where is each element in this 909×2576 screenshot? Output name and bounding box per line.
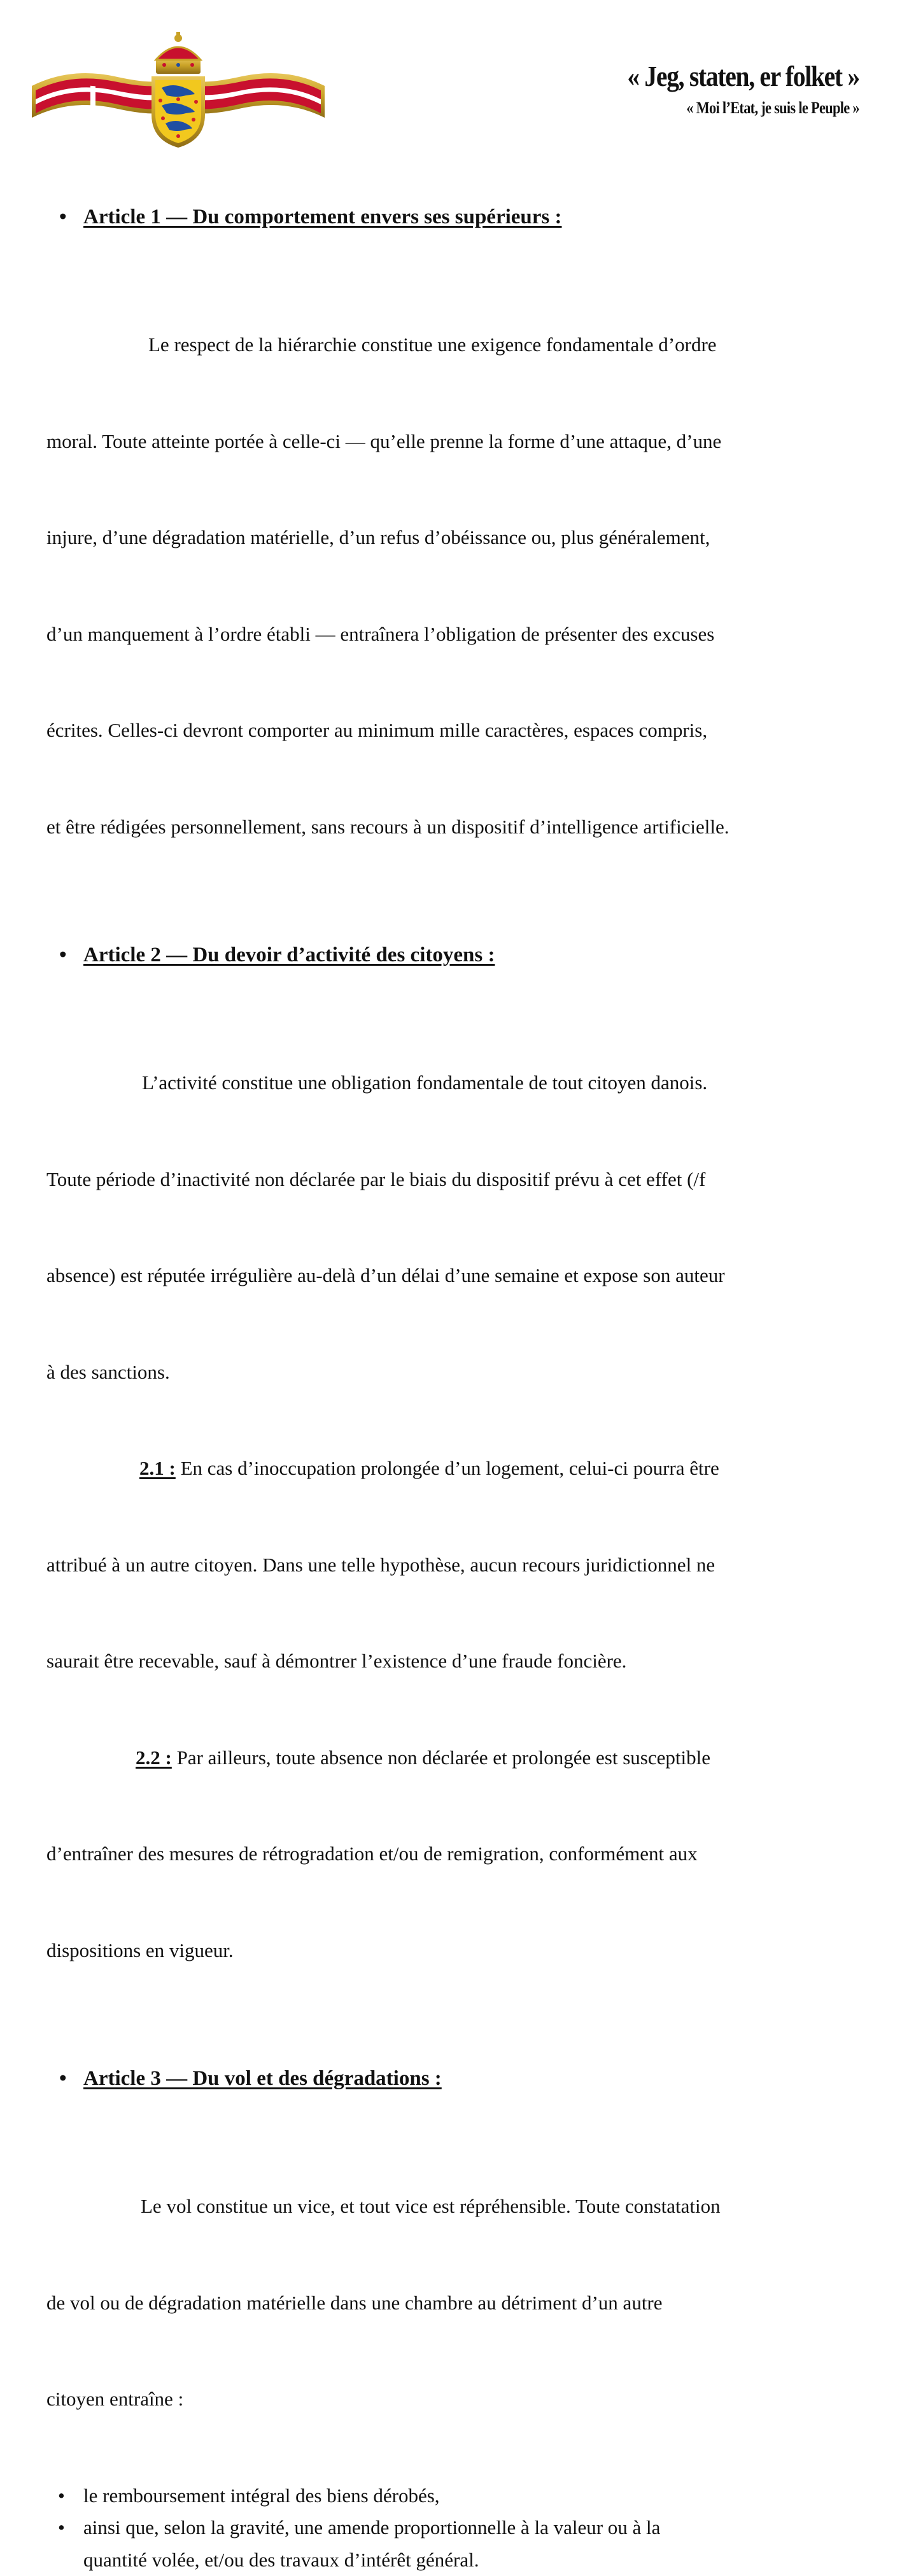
article-2-sub2-line-1: 2.2 : Par ailleurs, toute absence non déclarée et prolongée est susceptible: [46, 1742, 874, 1774]
article-2-sub1-line-3: saurait être recevable, sauf à démontrer l’existence d’une fraude foncière.: [46, 1645, 874, 1678]
article-3-line-1: Le vol constitue un vice, et tout vice est répréhensible. Toute constatation: [46, 2190, 874, 2223]
article-1-line-4: d’un manquement à l’ordre établi — entraînera l’obligation de présenter des excuses: [46, 618, 874, 651]
list-item: • ainsi que, selon la gravité, une amende proportionnelle à la valeur ou à la: [46, 2512, 874, 2544]
article-1-line-1: Le respect de la hiérarchie constitue une exigence fondamentale d’ordre: [46, 329, 874, 361]
article-3-line-2: de vol ou de dégradation matérielle dans une chambre au détriment d’un autre: [46, 2287, 874, 2320]
list-item-continuation: quantité volée, et/ou des travaux d’intérêt général.: [46, 2544, 874, 2576]
danish-royal-emblem: [25, 32, 331, 153]
motto-sub: « Moi l’Etat, je suis le Peuple »: [627, 97, 859, 120]
list-item: • le remboursement intégral des biens dérobés,: [46, 2480, 874, 2512]
article-2-sub1-line-1: 2.1 : En cas d’inoccupation prolongée d’un logement, celui-ci pourra être: [46, 1452, 874, 1485]
article-1-line-5: écrites. Celles-ci devront comporter au minimum mille caractères, espaces compris,: [46, 714, 874, 747]
bullet-icon: •: [58, 2512, 65, 2544]
article-2-heading-text: Article 2 — Du devoir d’activité des citoyens :: [83, 943, 495, 966]
article-2-sub1-line-2: attribué à un autre citoyen. Dans une telle hypothèse, aucun recours juridictionnel ne: [46, 1549, 874, 1582]
article-3-heading-text: Article 3 — Du vol et des dégradations :: [83, 2067, 442, 2090]
bullet-icon: •: [59, 201, 67, 233]
article-1-heading-text: Article 1 — Du comportement envers ses supérieurs :: [83, 205, 562, 228]
article-3-line-3: citoyen entraîne :: [46, 2383, 874, 2416]
article-2-line-3: absence) est réputée irrégulière au-delà d’un délai d’une semaine et expose son auteur: [46, 1260, 874, 1292]
article-2-body: [46, 1003, 874, 2031]
article-2-line-4: à des sanctions.: [46, 1356, 874, 1389]
motto-main: « Jeg, staten, er folket »: [627, 59, 859, 94]
article-2-sub2-line-3: dispositions en vigueur.: [46, 1935, 874, 1967]
article-2-sub1-label: 2.1 :: [139, 1457, 176, 1479]
article-3-list: [46, 2480, 874, 2576]
article-2-sub2-line-2: d’entraîner des mesures de rétrogradation et/ou de remigration, conformément aux: [46, 1838, 874, 1870]
article-1-line-6: et être rédigées personnellement, sans recours à un dispositif d’intelligence artificielle.: [46, 811, 874, 844]
motto: [589, 59, 859, 120]
article-3-body: [46, 2126, 874, 2480]
article-1-line-3: injure, d’une dégradation matérielle, d’un refus d’obéissance ou, plus généralement,: [46, 522, 874, 554]
article-3-heading: [46, 2063, 874, 2094]
article-2-sub2-label: 2.2 :: [136, 1746, 172, 1769]
article-1-body: [46, 265, 874, 907]
bullet-icon: •: [58, 2480, 65, 2512]
article-1-line-2: moral. Toute atteinte portée à celle-ci — qu’elle prenne la forme d’une attaque, d’une: [46, 426, 874, 458]
bullet-icon: •: [59, 939, 67, 971]
document-body: [46, 201, 874, 2576]
article-2-line-2: Toute période d’inactivité non déclarée par le biais du dispositif prévu à cet effet (/f: [46, 1164, 874, 1196]
article-1-heading: [46, 201, 874, 233]
article-2-heading: [46, 939, 874, 971]
article-2-line-1: L’activité constitue une obligation fondamentale de tout citoyen danois.: [46, 1067, 874, 1099]
bullet-icon: •: [59, 2063, 67, 2094]
